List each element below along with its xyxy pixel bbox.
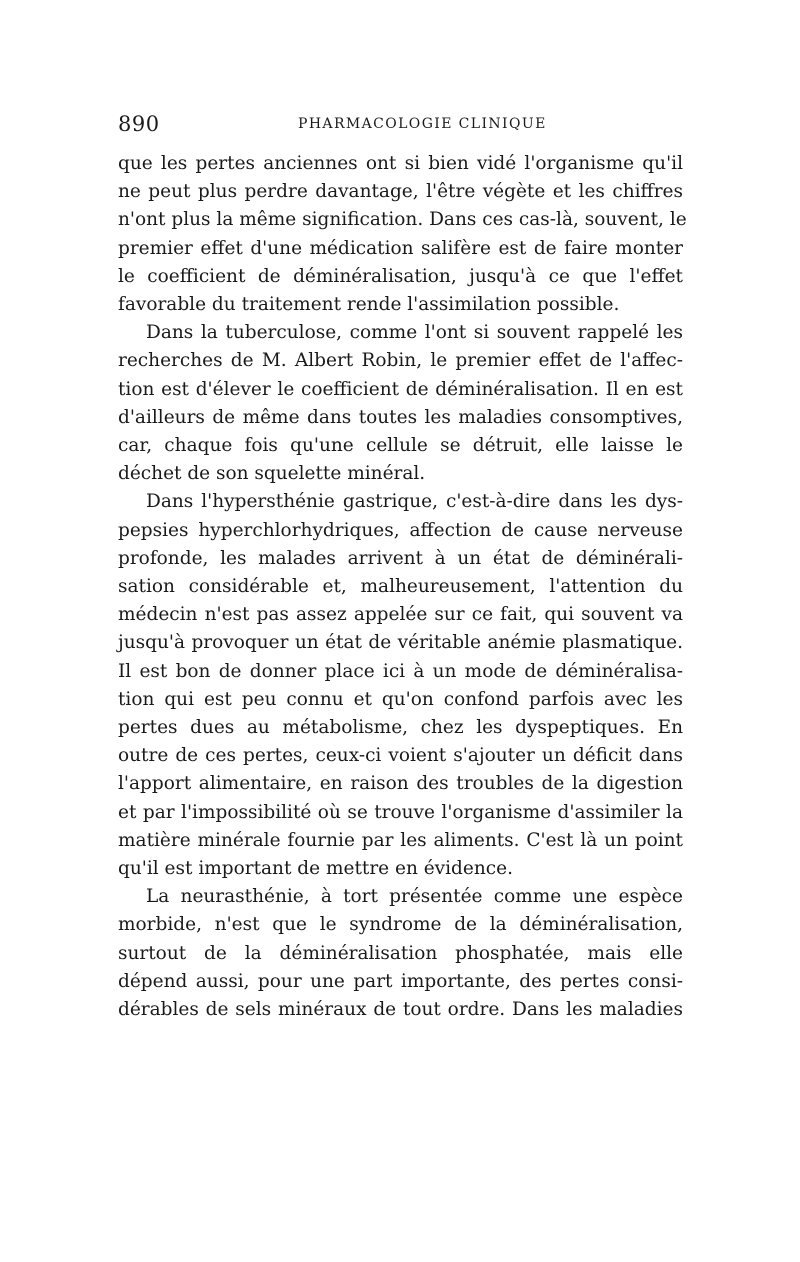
text-line: l'apport alimentaire, en raison des troubles de la digestion: [118, 773, 683, 795]
text-line: et par l'impossibilité où se trouve l'organisme d'assimiler la: [118, 801, 683, 823]
text-line: dérables de sels minéraux de tout ordre. Dans les maladies: [118, 999, 683, 1021]
book-page: [118, 112, 687, 1024]
text-line: tion qui est peu connu et qu'on confond parfois avec les: [118, 688, 683, 710]
page-number: 890: [118, 112, 160, 136]
text-line: jusqu'à provoquer un état de véritable anémie plasmatique.: [118, 632, 683, 654]
text-line: déchet de son squelette minéral.: [118, 463, 426, 485]
text-line: Il est bon de donner place ici à un mode de déminéralisa-: [118, 660, 683, 682]
text-line: matière minérale fournie par les aliments. C'est là un point: [118, 829, 683, 851]
text-line: qu'il est important de mettre en évidence.: [118, 858, 513, 880]
text-line: Dans la tuberculose, comme l'ont si souvent rappelé les: [146, 322, 683, 344]
text-line: d'ailleurs de même dans toutes les maladies consomptives,: [118, 406, 683, 428]
text-line: médecin n'est pas assez appelée sur ce fait, qui souvent va: [118, 604, 683, 626]
text-line: que les pertes anciennes ont si bien vidé l'organisme qu'il: [118, 153, 683, 174]
text-line: pertes dues au métabolisme, chez les dyspeptiques. En: [118, 717, 683, 739]
text-line: favorable du traitement rende l'assimilation possible.: [118, 294, 620, 316]
text-line: outre de ces pertes, ceux-ci voient s'ajouter un déficit dans: [118, 745, 683, 767]
text-line: le coefficient de déminéralisation, jusqu'à ce que l'effet: [118, 265, 683, 287]
paragraph: [118, 150, 687, 319]
running-header: [118, 112, 683, 142]
text-line: premier effet d'une médication salifère est de faire monter: [118, 237, 683, 259]
text-line: surtout de la déminéralisation phosphatée, mais elle: [118, 942, 683, 964]
text-line: dépend aussi, pour une part importante, des pertes consi-: [118, 970, 683, 992]
text-line: car, chaque fois qu'une cellule se détruit, elle laisse le: [118, 435, 683, 457]
text-line: pepsies hyperchlorhydriques, affection de cause nerveuse: [118, 519, 683, 541]
body-text: [118, 150, 687, 1024]
text-line: recherches de M. Albert Robin, le premier effet de l'affec-: [118, 350, 683, 372]
text-line: sation considérable et, malheureusement, l'attention du: [118, 576, 683, 598]
paragraph: [118, 319, 683, 488]
text-line: n'ont plus la même signification. Dans ces cas-là, souvent, le: [118, 209, 687, 231]
paragraph: [118, 488, 683, 883]
text-line: ne peut plus perdre davantage, l'être végète et les chiffres: [118, 181, 683, 203]
paragraph: [118, 883, 683, 1024]
text-line: morbide, n'est que le syndrome de la déminéralisation,: [118, 914, 683, 936]
text-line: Dans l'hypersthénie gastrique, c'est-à-dire dans les dys-: [146, 491, 683, 513]
text-line: La neurasthénie, à tort présentée comme une espèce: [146, 886, 683, 908]
text-line: profonde, les malades arrivent à un état de déminérali-: [118, 547, 683, 569]
text-line: tion est d'élever le coefficient de déminéralisation. Il en est: [118, 378, 683, 400]
running-title: PHARMACOLOGIE CLINIQUE: [298, 116, 547, 132]
